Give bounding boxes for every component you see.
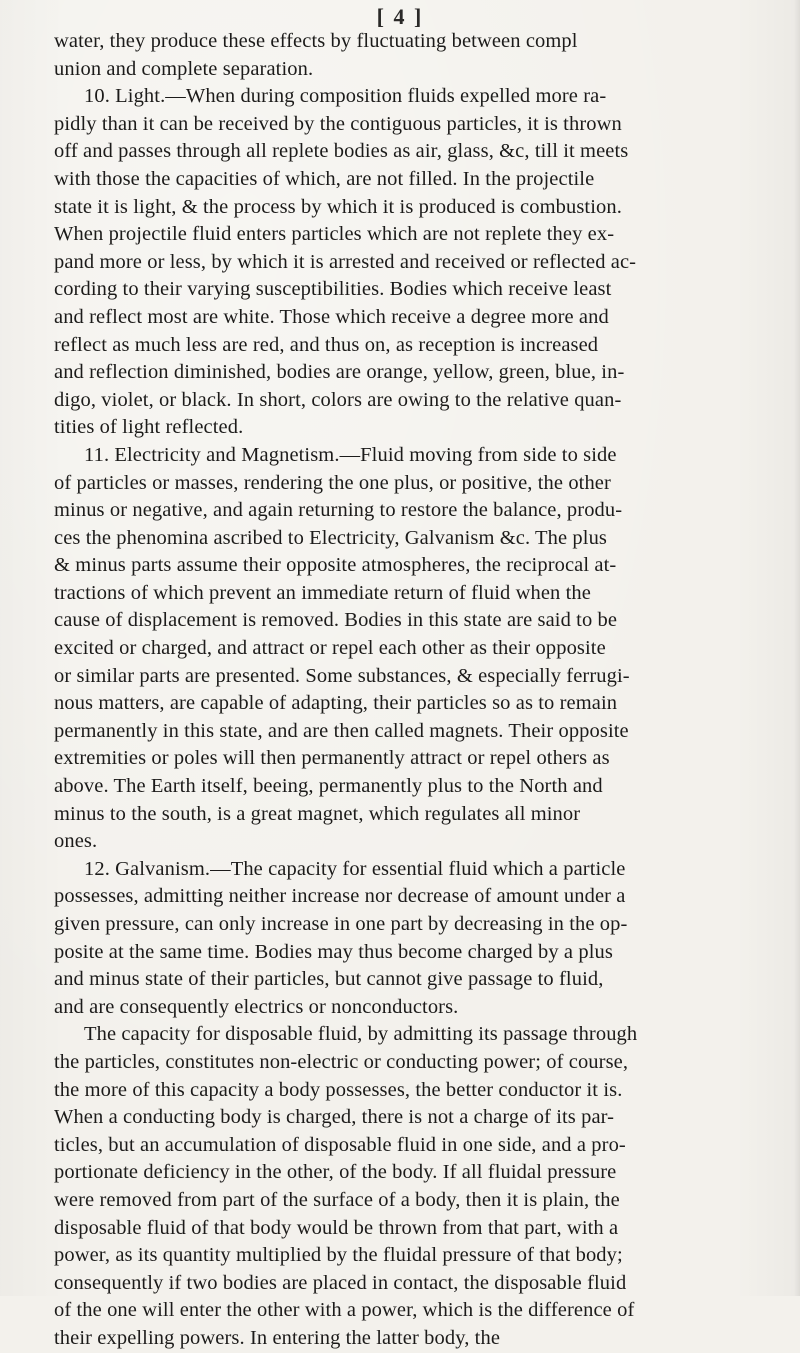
text-line: power, as its quantity multiplied by the fluidal pressure of that body; (54, 1244, 623, 1267)
body-text (54, 28, 800, 1353)
text-line: the more of this capacity a body possesses, the better conductor it is. (54, 1078, 623, 1101)
text-line: & minus parts assume their opposite atmospheres, the reciprocal at- (54, 554, 617, 577)
text-line: possesses, admitting neither increase nor decrease of amount under a (54, 885, 626, 908)
text-line: off and passes through all replete bodies as air, glass, &c, till it meets (54, 140, 629, 163)
text-line: of the one will enter the other with a power, which is the difference of (54, 1299, 635, 1322)
text-line: and minus state of their particles, but cannot give passage to fluid, (54, 968, 604, 991)
paragraph-start: The capacity for disposable fluid, by admitting its passage through (84, 1023, 638, 1046)
text-line: of particles or masses, rendering the one plus, or positive, the other (54, 471, 611, 494)
text-line: digo, violet, or black. In short, colors are owing to the relative quan- (54, 388, 622, 411)
text-line: pand more or less, by which it is arrested and received or reflected ac- (54, 250, 637, 273)
text-line: When a conducting body is charged, there is not a charge of its par- (54, 1106, 615, 1129)
text-line: permanently in this state, and are then called magnets. Their opposite (54, 719, 629, 742)
text-line: and reflection diminished, bodies are orange, yellow, green, blue, in- (54, 361, 625, 384)
text-line: cording to their varying susceptibilities. Bodies which receive least (54, 278, 612, 301)
text-line: consequently if two bodies are placed in contact, the disposable fluid (54, 1271, 627, 1294)
text-line: water, they produce these effects by fluctuating between compl (54, 30, 578, 52)
text-line: above. The Earth itself, beeing, permanently plus to the North and (54, 775, 603, 798)
text-line: given pressure, can only increase in one part by decreasing in the op- (54, 913, 628, 935)
text-line: and are consequently electrics or nonconductors. (54, 995, 459, 1018)
section-heading-galvanism: 12. Galvanism.—The capacity for essential fluid which a particle (84, 857, 626, 880)
text-line: ces the phenomina ascribed to Electricity, Galvanism &c. The plus (54, 526, 608, 549)
text-line: extremities or poles will then permanently attract or repel others as (54, 747, 610, 770)
section-heading-electricity: 11. Electricity and Magnetism.—Fluid moving from side to side (84, 443, 617, 466)
text-line: disposable fluid of that body would be thrown from that part, with a (54, 1216, 619, 1239)
text-line: cause of displacement is removed. Bodies in this state are said to be (54, 609, 618, 632)
text-line: ticles, but an accumulation of disposable fluid in one side, and a pro- (54, 1133, 626, 1156)
text-line: their expelling powers. In entering the latter body, the (54, 1326, 501, 1349)
text-line: state it is light, & the process by which it is produced is combustion. (54, 195, 622, 218)
text-line: and reflect most are white. Those which receive a degree more and (54, 305, 609, 328)
text-line: posite at the same time. Bodies may thus become charged by a plus (54, 940, 613, 963)
text-line: tractions of which prevent an immediate return of fluid when the (54, 581, 591, 604)
text-line: nous matters, are capable of adapting, their particles so as to remain (54, 692, 618, 715)
text-line: portionate deficiency in the other, of the body. If all fluidal pressure (54, 1161, 617, 1184)
text-line: reflect as much less are red, and thus on, as reception is increased (54, 333, 599, 356)
text-line: ones. (54, 830, 98, 853)
text-line: the particles, constitutes non-electric or conducting power; of course, (54, 1050, 629, 1073)
text-line: with those the capacities of which, are not filled. In the projectile (54, 167, 595, 190)
page-edge-shadow (794, 0, 800, 1296)
section-heading-light: 10. Light.—When during composition fluids expelled more ra- (84, 85, 607, 108)
text-line: excited or charged, and attract or repel each other as their opposite (54, 637, 606, 660)
text-line: minus or negative, and again returning to restore the balance, produ- (54, 499, 623, 522)
text-line: minus to the south, is a great magnet, which regulates all minor (54, 802, 581, 825)
text-line: When projectile fluid enters particles which are not replete they ex- (54, 223, 615, 246)
text-line: union and complete separation. (54, 57, 314, 80)
text-line: were removed from part of the surface of a body, then it is plain, the (54, 1188, 620, 1211)
text-line: tities of light reflected. (54, 416, 244, 439)
page-number: [ 4 ] (376, 4, 424, 29)
text-line: or similar parts are presented. Some substances, & especially ferrugi- (54, 664, 630, 687)
text-line: pidly than it can be received by the contiguous particles, it is thrown (54, 112, 622, 135)
